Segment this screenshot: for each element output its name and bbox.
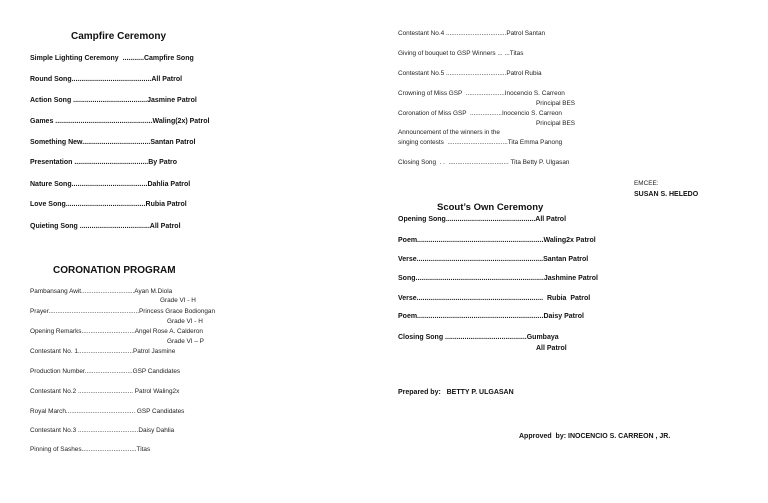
prepared-by: Prepared by: BETTY P. ULGASAN [398, 389, 514, 396]
coronation-subitem: Grade VI - H [167, 318, 203, 325]
coronation-item: Pambansang Awit..............................Ayan M.Diola [30, 288, 173, 295]
scouts-item: Verse.................................................................Santan Patrol [398, 256, 589, 263]
coronation-item: Coronation of Miss GSP ..................Inocencio S. Carreon [398, 110, 562, 117]
scouts-item: Poem.................................................................Waling2x Patrol [398, 237, 596, 244]
coronation-item: singing contests ..................................Tita Emma Panong [398, 139, 563, 146]
coronation-item: Opening Remarks..............................Angel Rose A. Calderon [30, 328, 203, 335]
right-column [384, 0, 768, 503]
coronation-item: Giving of bouquet to GSP Winners ... ...Titas [398, 50, 524, 57]
scouts-subitem: All Patrol [536, 345, 567, 352]
scouts-item: Closing Song ..........................................Gumbaya [398, 334, 559, 341]
campfire-item: Quieting Song ....................................All Patrol [30, 223, 181, 230]
campfire-item: Love Song.........................................Rubia Patrol [30, 201, 187, 208]
coronation-item: Prayer...................................................Princess Grace Bodiongan [30, 308, 216, 315]
coronation-item: Contestant No.3 ..................................Daisy Dahlia [30, 427, 175, 434]
coronation-item: Pinning of Sashes...............................Titas [30, 446, 151, 453]
coronation-item: Crowning of Miss GSP ......................Inocencio S. Carreon [398, 90, 565, 97]
campfire-item: Action Song ......................................Jasmine Patrol [30, 97, 197, 104]
emcee-name: SUSAN S. HELEDO [634, 191, 699, 198]
campfire-item: Something New...................................Santan Patrol [30, 139, 196, 146]
campfire-item: Games ..................................................Waling(2x) Patrol [30, 118, 210, 125]
campfire-item: Round Song.........................................All Patrol [30, 76, 183, 83]
coronation-item: Production Number...........................GSP Candidates [30, 368, 181, 375]
scouts-item: Opening Song..............................................All Patrol [398, 216, 567, 223]
approved-by: Approved by: INOCENCIO S. CARREON , JR. [519, 433, 671, 440]
coronation-subitem: Principal BES [536, 100, 576, 107]
coronation-item: Contestant No.2 ............................... Patrol Waling2x [30, 388, 180, 395]
coronation-item: Contestant No.4 ..................................Patrol Santan [398, 30, 546, 37]
scouts-item: Verse................................................................. Rubia Patrol [398, 295, 591, 302]
coronation-title: CORONATION PROGRAM [53, 265, 176, 276]
coronation-item: Royal March....................................... GSP Candidates [30, 408, 185, 415]
scouts-item: Song..................................................................Jashmine Patrol [398, 275, 598, 282]
campfire-item: Presentation ......................................By Patro [30, 159, 178, 166]
emcee-label: EMCEE: [634, 180, 659, 187]
coronation-subitem: Principal BES [536, 120, 576, 127]
coronation-item: Closing Song . . .................................. Tita Betty P. Ulgasan [398, 159, 570, 166]
campfire-title: Campfire Ceremony [71, 31, 167, 42]
scouts-title: Scout’s Own Ceremony [437, 202, 544, 213]
coronation-subitem: Grade VI – P [167, 338, 204, 345]
coronation-item: Contestant No. 1...............................Patrol Jasmine [30, 348, 176, 355]
coronation-item: Contestant No.5 ..................................Patrol Rubia [398, 70, 542, 77]
coronation-subitem: Grade VI - H [160, 297, 196, 304]
campfire-item: Simple Lighting Ceremony ...........Campfire Song [30, 55, 194, 62]
scouts-item: Poem.................................................................Daisy Patrol [398, 313, 584, 320]
coronation-item: Announcement of the winners in the [398, 129, 500, 136]
campfire-item: Nature Song.......................................Dahlia Patrol [30, 181, 191, 188]
